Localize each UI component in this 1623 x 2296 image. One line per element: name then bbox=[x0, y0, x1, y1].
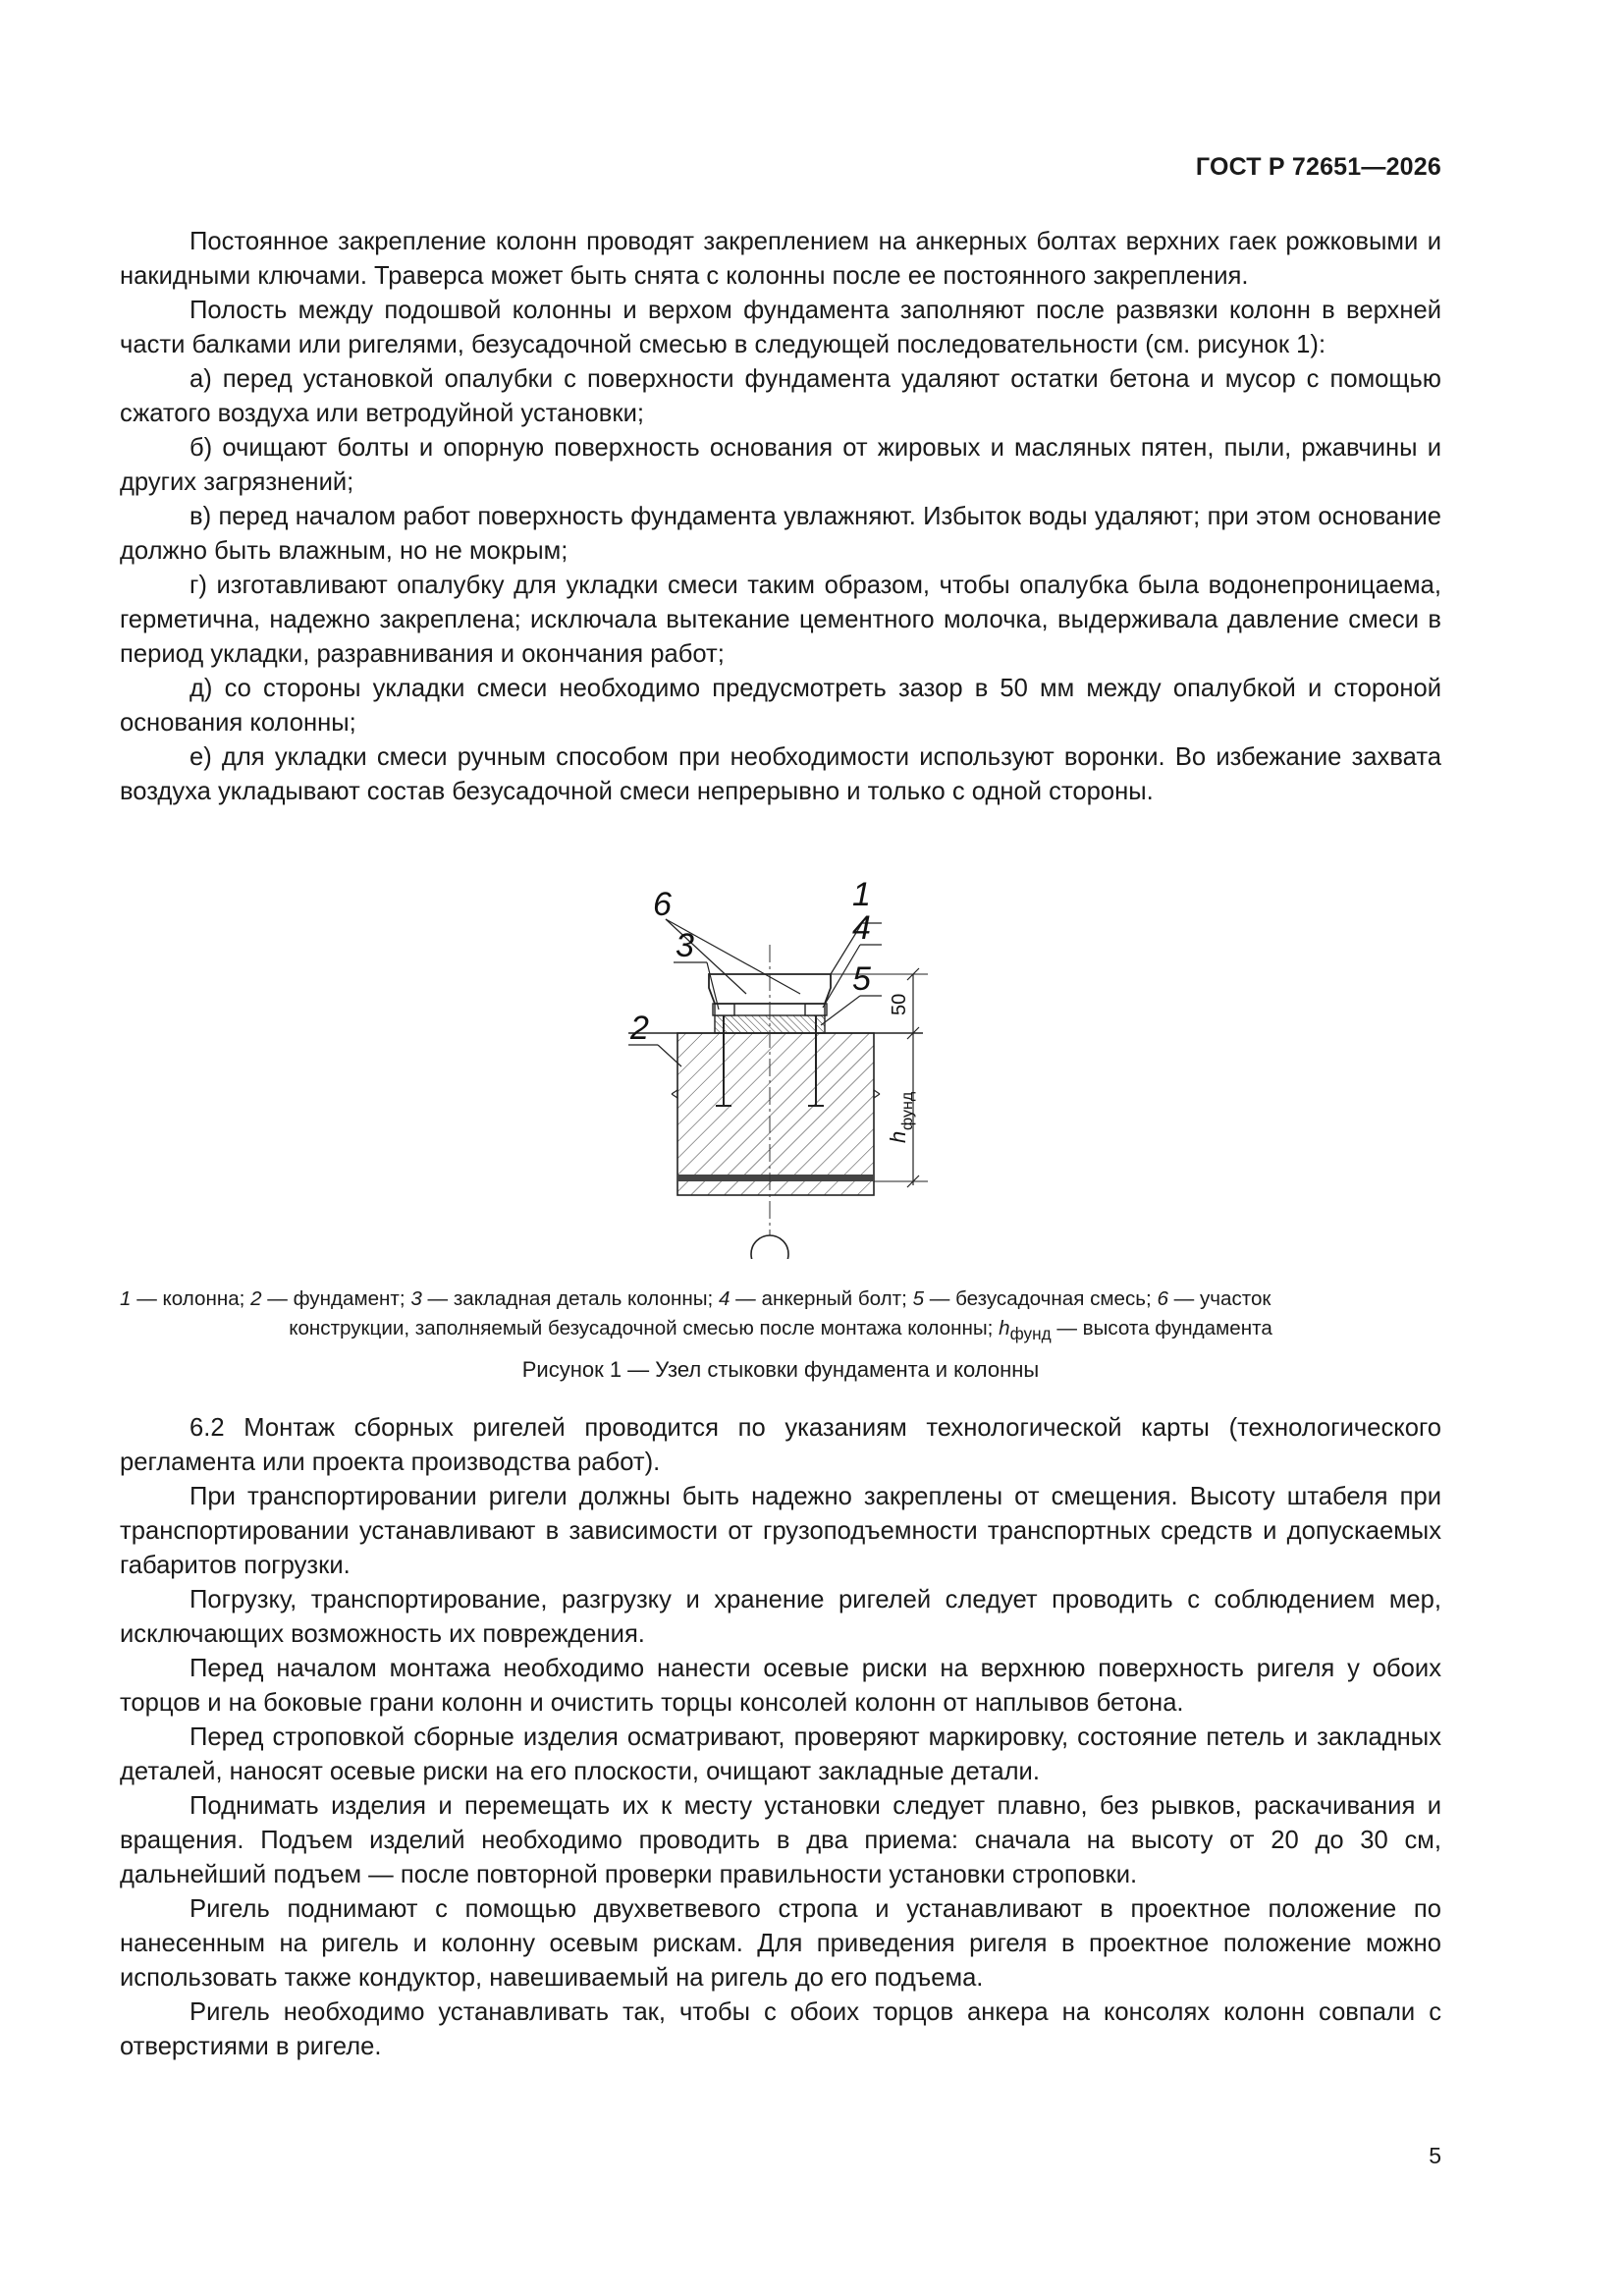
paragraph: При транспортировании ригели должны быть надежно закреплены от смещения. Высоту штабеля при транспортировании устанавливают в зависимости от грузоподъемности транспортных средств и допускаемых габаритов погрузки. bbox=[120, 1483, 1441, 1579]
axis-marker bbox=[751, 1235, 788, 1259]
svg-text:h: h bbox=[886, 1130, 910, 1143]
paragraph: Ригель поднимают с помощью двухветвевого стропа и устанавливают в проектное положение по нанесенным на ригель и колонну осевым рискам. Для приведения ригеля в проектное положение можно использовать также кондуктор, навешиваемый на ригель до его подъема. bbox=[120, 1895, 1441, 1992]
paragraph: Перед началом монтажа необходимо нанести осевые риски на верхнюю поверхность ригеля у обоих торцов и на боковые грани колонн и очистить торцы консолей колонн от наплывов бетона. bbox=[120, 1655, 1441, 1717]
paragraph: Погрузку, транспортирование, разгрузку и хранение ригелей следует проводить с соблюдением мер, исключающих возможность их повреждения. bbox=[120, 1586, 1441, 1648]
figure-caption: Рисунок 1 — Узел стыковки фундамента и колонны bbox=[521, 1357, 1040, 1382]
svg-text:фунд: фунд bbox=[899, 1091, 916, 1130]
dimension-50: 50 bbox=[889, 993, 910, 1015]
page-number: 5 bbox=[1429, 2143, 1441, 2168]
figure-foundation-column-joint bbox=[589, 847, 1001, 1259]
label-5: 5 bbox=[852, 960, 871, 998]
top-text-block bbox=[120, 225, 1441, 809]
break-mark bbox=[874, 1090, 880, 1098]
bottom-text-block bbox=[120, 1411, 1441, 2064]
label-2: 2 bbox=[630, 1010, 649, 1047]
embedded-plate bbox=[713, 1004, 734, 1015]
list-item: в) перед началом работ поверхность фундамента увлажняют. Избыток воды удаляют; при этом основание должно быть влажным, но не мокрым; bbox=[120, 503, 1441, 565]
list-item: а) перед установкой опалубки с поверхности фундамента удаляют остатки бетона и мусор с помощью сжатого воздуха или ветродуйной установки; bbox=[120, 365, 1441, 427]
standard-header: ГОСТ Р 72651—2026 bbox=[1195, 153, 1441, 181]
paragraph: Ригель необходимо устанавливать так, чтобы с обоих торцов анкера на консолях колонн совпали с отверстиями в ригеле. bbox=[120, 1998, 1441, 2060]
foundation bbox=[677, 1033, 874, 1195]
dimension-h-fund bbox=[886, 1091, 916, 1143]
list-item: г) изготавливают опалубку для укладки смеси таким образом, чтобы опалубка была водонепроницаема, герметична, надежно закреплена; исключала вытекание цементного молочка, выдерживала давление смеси в период укладки, разравнивания и окончания работ; bbox=[120, 572, 1441, 668]
list-item: е) для укладки смеси ручным способом при необходимости используют воронки. Во избежание захвата воздуха укладывают состав безусадочной смеси непрерывно и только с одной стороны. bbox=[120, 743, 1441, 805]
joint-drawing bbox=[589, 847, 1001, 1259]
list-item: д) со стороны укладки смеси необходимо предусмотреть зазор в 50 мм между опалубкой и стороной основания колонны; bbox=[120, 675, 1441, 737]
label-3: 3 bbox=[676, 927, 694, 964]
label-4: 4 bbox=[852, 909, 871, 947]
break-mark bbox=[672, 1090, 677, 1098]
paragraph: Полость между подошвой колонны и верхом фундамента заполняют после развязки колонн в верхней части балками или ригелями, безусадочной смесью в следующей последовательности (см. рисунок 1): bbox=[120, 297, 1441, 358]
paragraph: Поднимать изделия и перемещать их к месту установки следует плавно, без рывков, раскачивания и вращения. Подъем изделий необходимо проводить в два приема: сначала на высоту от 20 до 30 см, дальнейший подъем — после повторной проверки правильности установки строповки. bbox=[120, 1792, 1441, 1888]
label-1: 1 bbox=[852, 876, 871, 913]
label-6: 6 bbox=[653, 886, 672, 923]
paragraph: 6.2 Монтаж сборных ригелей проводится по указаниям технологической карты (технологического регламента или проекта производства работ). bbox=[120, 1414, 1441, 1476]
figure-legend-continued: конструкции, заполняемый безусадочной смесью после монтажа колонны; $h_{фунд}$ — высота фундамента bbox=[289, 1317, 1272, 1344]
list-item: б) очищают болты и опорную поверхность основания от жировых и масляных пятен, пыли, ржавчины и других загрязнений; bbox=[120, 434, 1441, 496]
figure-legend: 1 — колонна; 2 — фундамент; 3 — закладная деталь колонны; 4 — анкерный болт; 5 — безусадочная смесь; 6 — участок bbox=[120, 1287, 1271, 1310]
paragraph: Перед строповкой сборные изделия осматривают, проверяют маркировку, состояние петель и закладных деталей, наносят осевые риски на его плоскости, очищают закладные детали. bbox=[120, 1723, 1441, 1785]
foundation-base-band bbox=[677, 1175, 874, 1181]
paragraph: Постоянное закрепление колонн проводят закреплением на анкерных болтах верхних гаек рожковыми и накидными ключами. Траверса может быть снята с колонны после ее постоянного закрепления. bbox=[120, 228, 1441, 290]
